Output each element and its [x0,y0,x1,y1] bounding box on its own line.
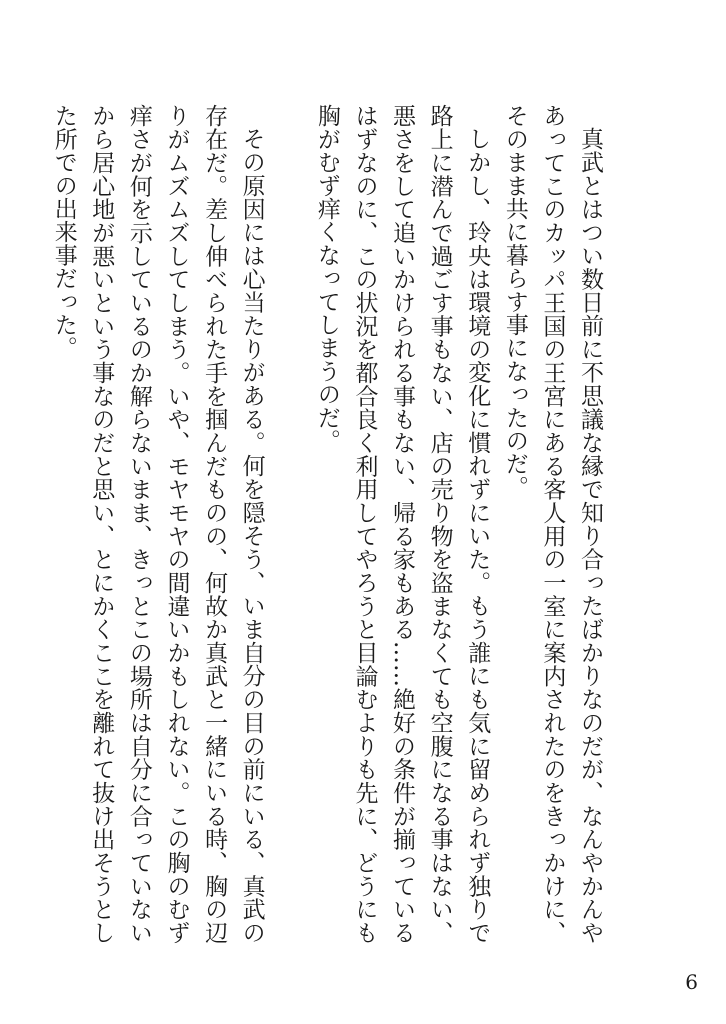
paragraph-2: しかし、玲央は環境の変化に慣れずにいた。もう誰にも気に留められず独りで路上に潜んで過ごす事もない、店の売り物を盗まなくても空腹になる事はない、悪さをして追いかけられる事もない、帰る家もある……絶好の条件が揃っているはずなのに、この状況を都合良く利用してやろうと目論むよりも先に、どうにも胸がむず痒くなってしまうのだ。 [313,104,491,944]
paragraph-1: 真武とはつい数日前に不思議な縁で知り合ったばかりなのだが、なんやかんやあってこのカッパ王国の王宮にある客人用の一室に案内されたのをきっかけに、そのまま共に暮らす事になったのだ。 [501,104,603,944]
vertical-body-text [44,104,608,944]
page-number: 6 [685,970,698,994]
paragraph-3: その原因には心当たりがある。何を隠そう、いま自分の目の前にいる、真武の存在だ。差し伸べられた手を掴んだものの、何故か真武と一緒にいる時、胸の辺りがムズムズしてしまう。いや、モヤモヤの間違いかもしれない。この胸のむず痒さが何を示しているのか解らないまま、きっとこの場所は自分に合っていないから居心地が悪いという事なのだと思い、とにかくここを離れて抜け出そうとした所での出来事だった。 [50,104,265,944]
blank-line [270,104,308,944]
